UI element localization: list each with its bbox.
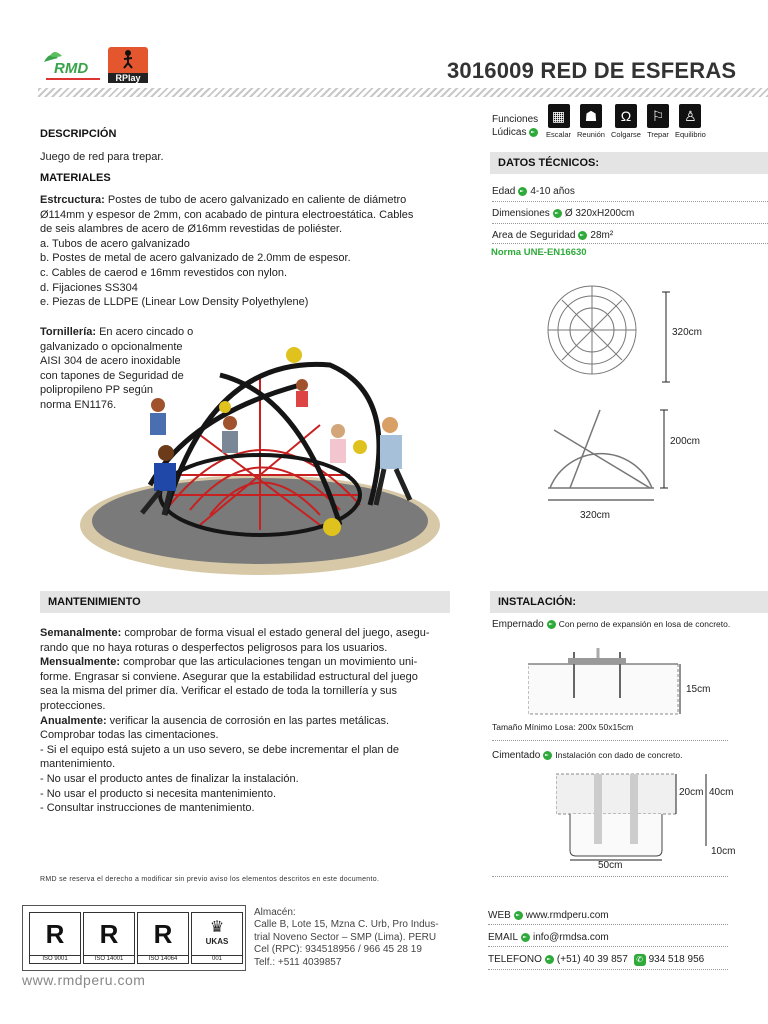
- top-view-drawing: [530, 278, 680, 388]
- function-icons: [546, 104, 706, 139]
- arrow-icon: [578, 231, 587, 240]
- arrow-icon: [545, 955, 554, 964]
- materiales-heading: MATERIALES: [40, 172, 111, 184]
- climb-icon: ▦ Escalar: [546, 104, 571, 139]
- scramble-icon: ⚐ Trepar: [647, 104, 669, 139]
- losa-text: Tamaño Mínimo Losa: 200x 50x15cm: [492, 722, 728, 741]
- product-illustration: [70, 335, 450, 585]
- area-row: Area de Seguridad 28m²: [492, 230, 768, 244]
- materiales-text: Estrcuctura: Postes de tubo de acero galvanizado en caliente de diámetro Ø114mm y espesor de 2mm, con acabado de pintura electroestática. Cables de seis alambres de acero de Ø16mm revestidas de poliéster. a. Tubos de acero galvanizado b. Postes de metal de acero galvanizado de 2.0mm de espesor. c. Cables de caerod e 16mm revestidos con nylon. d. Fijaciones SS304 e. Piezas de LLDPE (Linear Low Density Polyethylene): [40, 194, 414, 309]
- descripcion-text: Juego de red para trepar.: [40, 151, 164, 163]
- dim-10: 10cm: [711, 846, 736, 857]
- page-title: 3016009 RED DE ESFERAS: [447, 58, 737, 83]
- rmd-logo: RMD: [40, 48, 102, 82]
- whatsapp-icon: ✆: [634, 954, 646, 966]
- dimensiones-row: Dimensiones Ø 320xH200cm: [492, 208, 768, 224]
- certifications: [22, 905, 246, 971]
- rplay-logo: RPlay: [108, 47, 148, 83]
- crown-icon: ♛: [209, 919, 225, 936]
- arrow-icon: [553, 209, 562, 218]
- side-view-drawing: [540, 400, 670, 510]
- arrow-icon: [514, 911, 523, 920]
- cert-ukas: ♛ UKAS 001: [191, 912, 243, 964]
- mantenimiento-text: Semanalmente: comprobar de forma visual el estado general del juego, asegu- rando que no haya roturas o desperfectos peligrosos para los usuarios. Mensualmente: comprobar que las articulaciones tengan un movimiento uni- forme. Engrasar si conviene. Asegurar que la estabilidad estructural del juego sea la misma del primer día. Verificar el estado de toda la tornillería y sus protecciones. Anualmente: verificar la ausencia de corrosión en las partes metálicas. Comprobar todas las cimentaciones. - Si el equipo está sujeto a un uso severo, se debe incrementar el plan de mantenimiento. - No usar el producto antes de finalizar la instalación. - No usar el producto si necesita mantenimiento. - Consultar instrucciones de mantenimiento.: [40, 627, 430, 815]
- child-figure-icon: [118, 49, 138, 69]
- arrow-icon: [543, 751, 552, 760]
- cimentado-row: Cimentado Instalación con dado de concreto.: [492, 750, 683, 761]
- arrow-icon: [518, 187, 527, 196]
- dim-height-label: 200cm: [670, 436, 701, 447]
- cert-iso9001: R ISO 9001: [29, 912, 81, 964]
- web-link[interactable]: www.rmdperu.com: [525, 910, 609, 921]
- edad-row: Edad 4-10 años: [492, 186, 768, 202]
- datos-tecnicos-heading: DATOS TÉCNICOS:: [490, 152, 768, 174]
- norma-text: Norma UNE-EN16630: [491, 247, 587, 258]
- install-divider: [492, 876, 728, 877]
- disclaimer: RMD se reserva el derecho a modificar sin previo aviso los elementos descritos en este documento.: [40, 876, 380, 883]
- dim-width-label: 320cm: [580, 510, 611, 521]
- arrow-icon: [521, 933, 530, 942]
- instalacion-heading: INSTALACIÓN:: [490, 591, 768, 613]
- almacen-address: Almacén: Calle B, Lote 15, Mzna C. Urb, Pro Indus- trial Noveno Sector – SMP (Lima). PERU Cel (RPC): 934518956 / 966 45 28 19 Telf.: +511 4039857: [254, 907, 439, 968]
- hang-icon: Ω Colgarse: [611, 104, 641, 139]
- dim-20: 20cm: [679, 787, 704, 798]
- header-divider: [38, 88, 768, 97]
- web-row: WEB www.rmdperu.com: [488, 910, 728, 925]
- telefono-row: TELEFONO (+51) 40 39 857 ✆ 934 518 956: [488, 954, 728, 970]
- dim-50: 50cm: [598, 860, 623, 871]
- email-link[interactable]: info@rmdsa.com: [533, 932, 609, 943]
- bottom-url[interactable]: www.rmdperu.com: [22, 972, 146, 988]
- descripcion-heading: DESCRIPCIÓN: [40, 128, 117, 140]
- cert-iso14001: R ISO 14001: [83, 912, 135, 964]
- empernado-drawing: [528, 648, 688, 718]
- email-row: EMAIL info@rmdsa.com: [488, 932, 728, 947]
- tornilleria-text: Tornillería: En acero cincado o galvanizado o opcionalmente AISI 304 de acero inoxidable con tapones de Seguridad de polipropileno PP según norma EN1176.: [40, 326, 194, 411]
- dim-top-label: 320cm: [672, 327, 703, 338]
- balance-icon: ♙ Equilibrio: [675, 104, 706, 139]
- funciones-ludicas: Funciones Lúdicas: [492, 114, 539, 138]
- dim-40: 40cm: [709, 787, 734, 798]
- empernado-dim: 15cm: [686, 684, 711, 695]
- arrow-icon: [547, 620, 556, 629]
- empernado-row: Empernado Con perno de expansión en losa de concreto.: [492, 619, 731, 630]
- arrow-icon: [529, 128, 538, 137]
- mantenimiento-heading: MANTENIMIENTO: [40, 591, 450, 613]
- meeting-icon: ☗ Reunión: [577, 104, 605, 139]
- cimentado-drawing: [556, 770, 736, 865]
- cert-iso14064: R ISO 14064: [137, 912, 189, 964]
